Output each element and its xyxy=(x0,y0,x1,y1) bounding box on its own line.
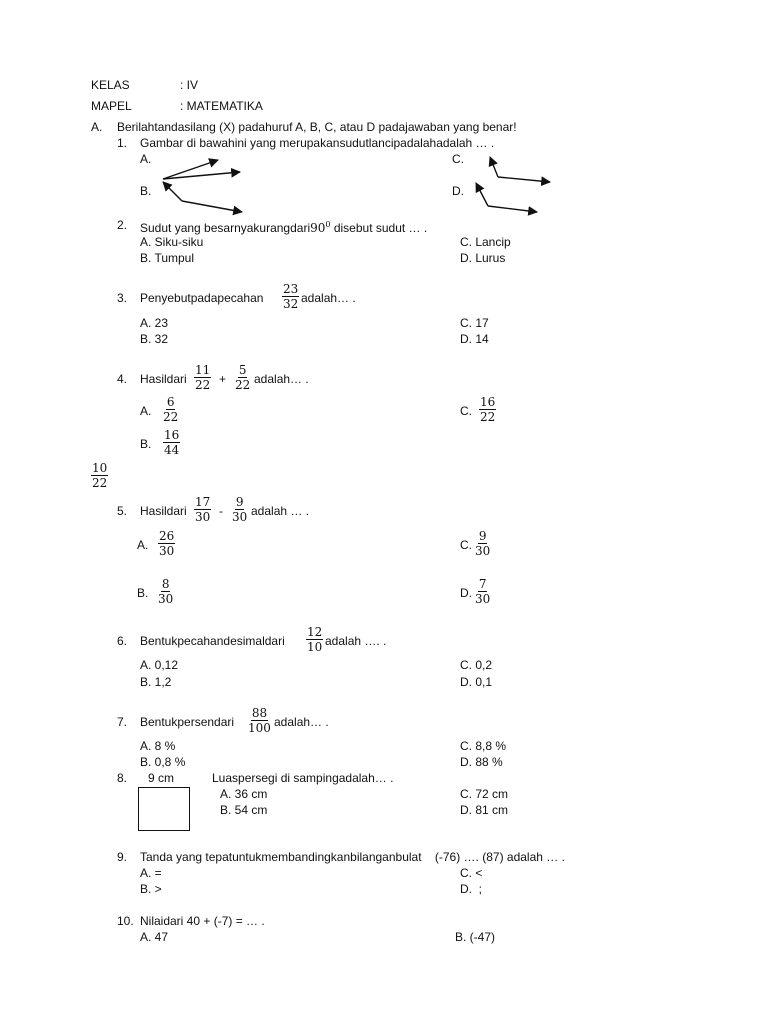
q5-option-a-fraction: $\frac{26}{30}$ xyxy=(159,529,175,558)
q7-option-b: B. 0,8 % xyxy=(140,755,186,769)
q2-degree: $90^0$ xyxy=(310,220,331,235)
mapel-value: : MATEMATIKA xyxy=(180,99,263,113)
kelas-value: : IV xyxy=(180,78,199,92)
q4-operator: + xyxy=(219,372,227,386)
q5-option-a-label: A. xyxy=(137,538,149,552)
q5-text-post: adalah … . xyxy=(251,504,310,518)
q2-text xyxy=(140,218,427,235)
q1-option-b: B. xyxy=(140,184,152,198)
q5-option-b-fraction: $\frac{8}{30}$ xyxy=(158,577,174,606)
q3-option-b: B. 32 xyxy=(140,332,169,346)
q3-text-post: adalah… . xyxy=(301,291,356,305)
q9-number: 9. xyxy=(117,850,128,864)
q2-number: 2. xyxy=(117,218,128,232)
q5-option-c-fraction: $\frac{9}{30}$ xyxy=(475,529,491,558)
q9-option-a: A. = xyxy=(140,866,162,880)
angle-c-figure xyxy=(490,157,550,182)
q3-number: 3. xyxy=(117,291,128,305)
kelas-label: KELAS xyxy=(91,78,130,92)
q8-option-c: C. 72 cm xyxy=(460,787,509,801)
q1-text: Gambar di bawahini yang merupakansudutlancipadalahadalah … . xyxy=(140,136,495,150)
q4-option-c-label: C. xyxy=(460,404,472,418)
q2-option-b: B. Tumpul xyxy=(140,251,195,265)
section-instruction: Berilahtandasilang (X) padahuruf A, B, C, atau D padajawaban yang benar! xyxy=(117,120,517,134)
q5-operator: - xyxy=(219,504,223,518)
q4-option-a-label: A. xyxy=(140,404,152,418)
q2-text-post: disebut sudut … . xyxy=(330,221,428,235)
q4-fraction-2: $\frac{5}{22}$ xyxy=(235,363,251,392)
q4-option-b-fraction: $\frac{16}{44}$ xyxy=(164,428,180,457)
q6-option-d: D. 0,1 xyxy=(460,675,493,689)
section-letter: A. xyxy=(91,120,103,134)
q7-fraction: $\frac{88}{100}$ xyxy=(248,706,271,735)
q7-option-c: C. 8,8 % xyxy=(460,739,507,753)
q9-option-d: D. ; xyxy=(460,882,483,896)
q6-option-a: A. 0,12 xyxy=(140,658,179,672)
q6-option-c: C. 0,2 xyxy=(460,658,493,672)
q8-option-b: B. 54 cm xyxy=(220,803,268,817)
q2-text-pre: Sudut yang besarnyakurangdari xyxy=(140,221,311,235)
q10-text: Nilaidari 40 + (-7) = … . xyxy=(140,914,265,928)
q10-option-a: A. 47 xyxy=(140,930,169,944)
q4-option-d-fraction: $\frac{10}{22}$ xyxy=(92,461,108,490)
q4-number: 4. xyxy=(117,372,128,386)
q2-option-a: A. Siku-siku xyxy=(140,235,204,249)
q5-fraction-2: $\frac{9}{30}$ xyxy=(232,495,248,524)
q6-fraction: $\frac{12}{10}$ xyxy=(307,625,323,654)
q5-option-c-label: C. xyxy=(460,538,472,552)
q1-number: 1. xyxy=(117,136,128,150)
q5-text-pre: Hasildari xyxy=(140,504,187,518)
q9-option-c: C. < xyxy=(460,866,483,880)
q6-number: 6. xyxy=(117,634,128,648)
q1-option-c: C. xyxy=(452,152,464,166)
angle-a-figure xyxy=(163,160,240,179)
q3-option-d: D. 14 xyxy=(460,332,489,346)
q5-option-b-label: B. xyxy=(137,586,149,600)
q2-option-c: C. Lancip xyxy=(460,235,511,249)
q6-text-pre: Bentukpecahandesimaldari xyxy=(140,634,285,648)
q4-option-b-label: B. xyxy=(140,437,152,451)
q3-option-a: A. 23 xyxy=(140,316,169,330)
q4-text-pre: Hasildari xyxy=(140,372,187,386)
angle-d-figure xyxy=(476,183,537,212)
q8-side-label: 9 cm xyxy=(148,771,175,785)
q7-text-pre: Bentukpersendari xyxy=(140,715,235,729)
q7-text-post: adalah… . xyxy=(274,715,329,729)
square-figure xyxy=(138,787,190,831)
q10-option-b: B. (-47) xyxy=(455,930,496,944)
q10-number: 10. xyxy=(117,914,134,928)
q6-option-b: B. 1,2 xyxy=(140,675,172,689)
q9-text: Tanda yang tepatuntukmembandingkanbilanganbulat (-76) …. (87) adalah … . xyxy=(140,850,565,864)
q3-fraction: $\frac{23}{32}$ xyxy=(283,282,299,311)
q7-number: 7. xyxy=(117,715,128,729)
q4-text-post: adalah… . xyxy=(254,372,309,386)
q1-option-a: A. xyxy=(140,152,152,166)
q6-text-post: adalah …. . xyxy=(325,634,387,648)
q3-option-c: C. 17 xyxy=(460,316,489,330)
q5-option-d-label: D. xyxy=(460,586,472,600)
q8-option-a: A. 36 cm xyxy=(220,787,268,801)
angle-b-figure xyxy=(163,182,242,212)
q7-option-a: A. 8 % xyxy=(140,739,176,753)
q8-text: Luaspersegi di sampingadalah… . xyxy=(212,771,394,785)
q5-option-d-fraction: $\frac{7}{30}$ xyxy=(475,577,491,606)
mapel-label: MAPEL xyxy=(91,99,132,113)
q4-option-a-fraction: $\frac{6}{22}$ xyxy=(163,395,179,424)
q3-text-pre: Penyebutpadapecahan xyxy=(140,291,264,305)
q1-option-d: D. xyxy=(452,184,464,198)
q2-option-d: D. Lurus xyxy=(460,251,506,265)
q4-fraction-1: $\frac{11}{22}$ xyxy=(195,363,211,392)
q8-number: 8. xyxy=(117,771,128,785)
q9-option-b: B. > xyxy=(140,882,162,896)
q5-number: 5. xyxy=(117,504,128,518)
q7-option-d: D. 88 % xyxy=(460,755,503,769)
q8-option-d: D. 81 cm xyxy=(460,803,509,817)
q4-option-c-fraction: $\frac{16}{22}$ xyxy=(480,395,496,424)
q5-fraction-1: $\frac{17}{30}$ xyxy=(195,495,211,524)
